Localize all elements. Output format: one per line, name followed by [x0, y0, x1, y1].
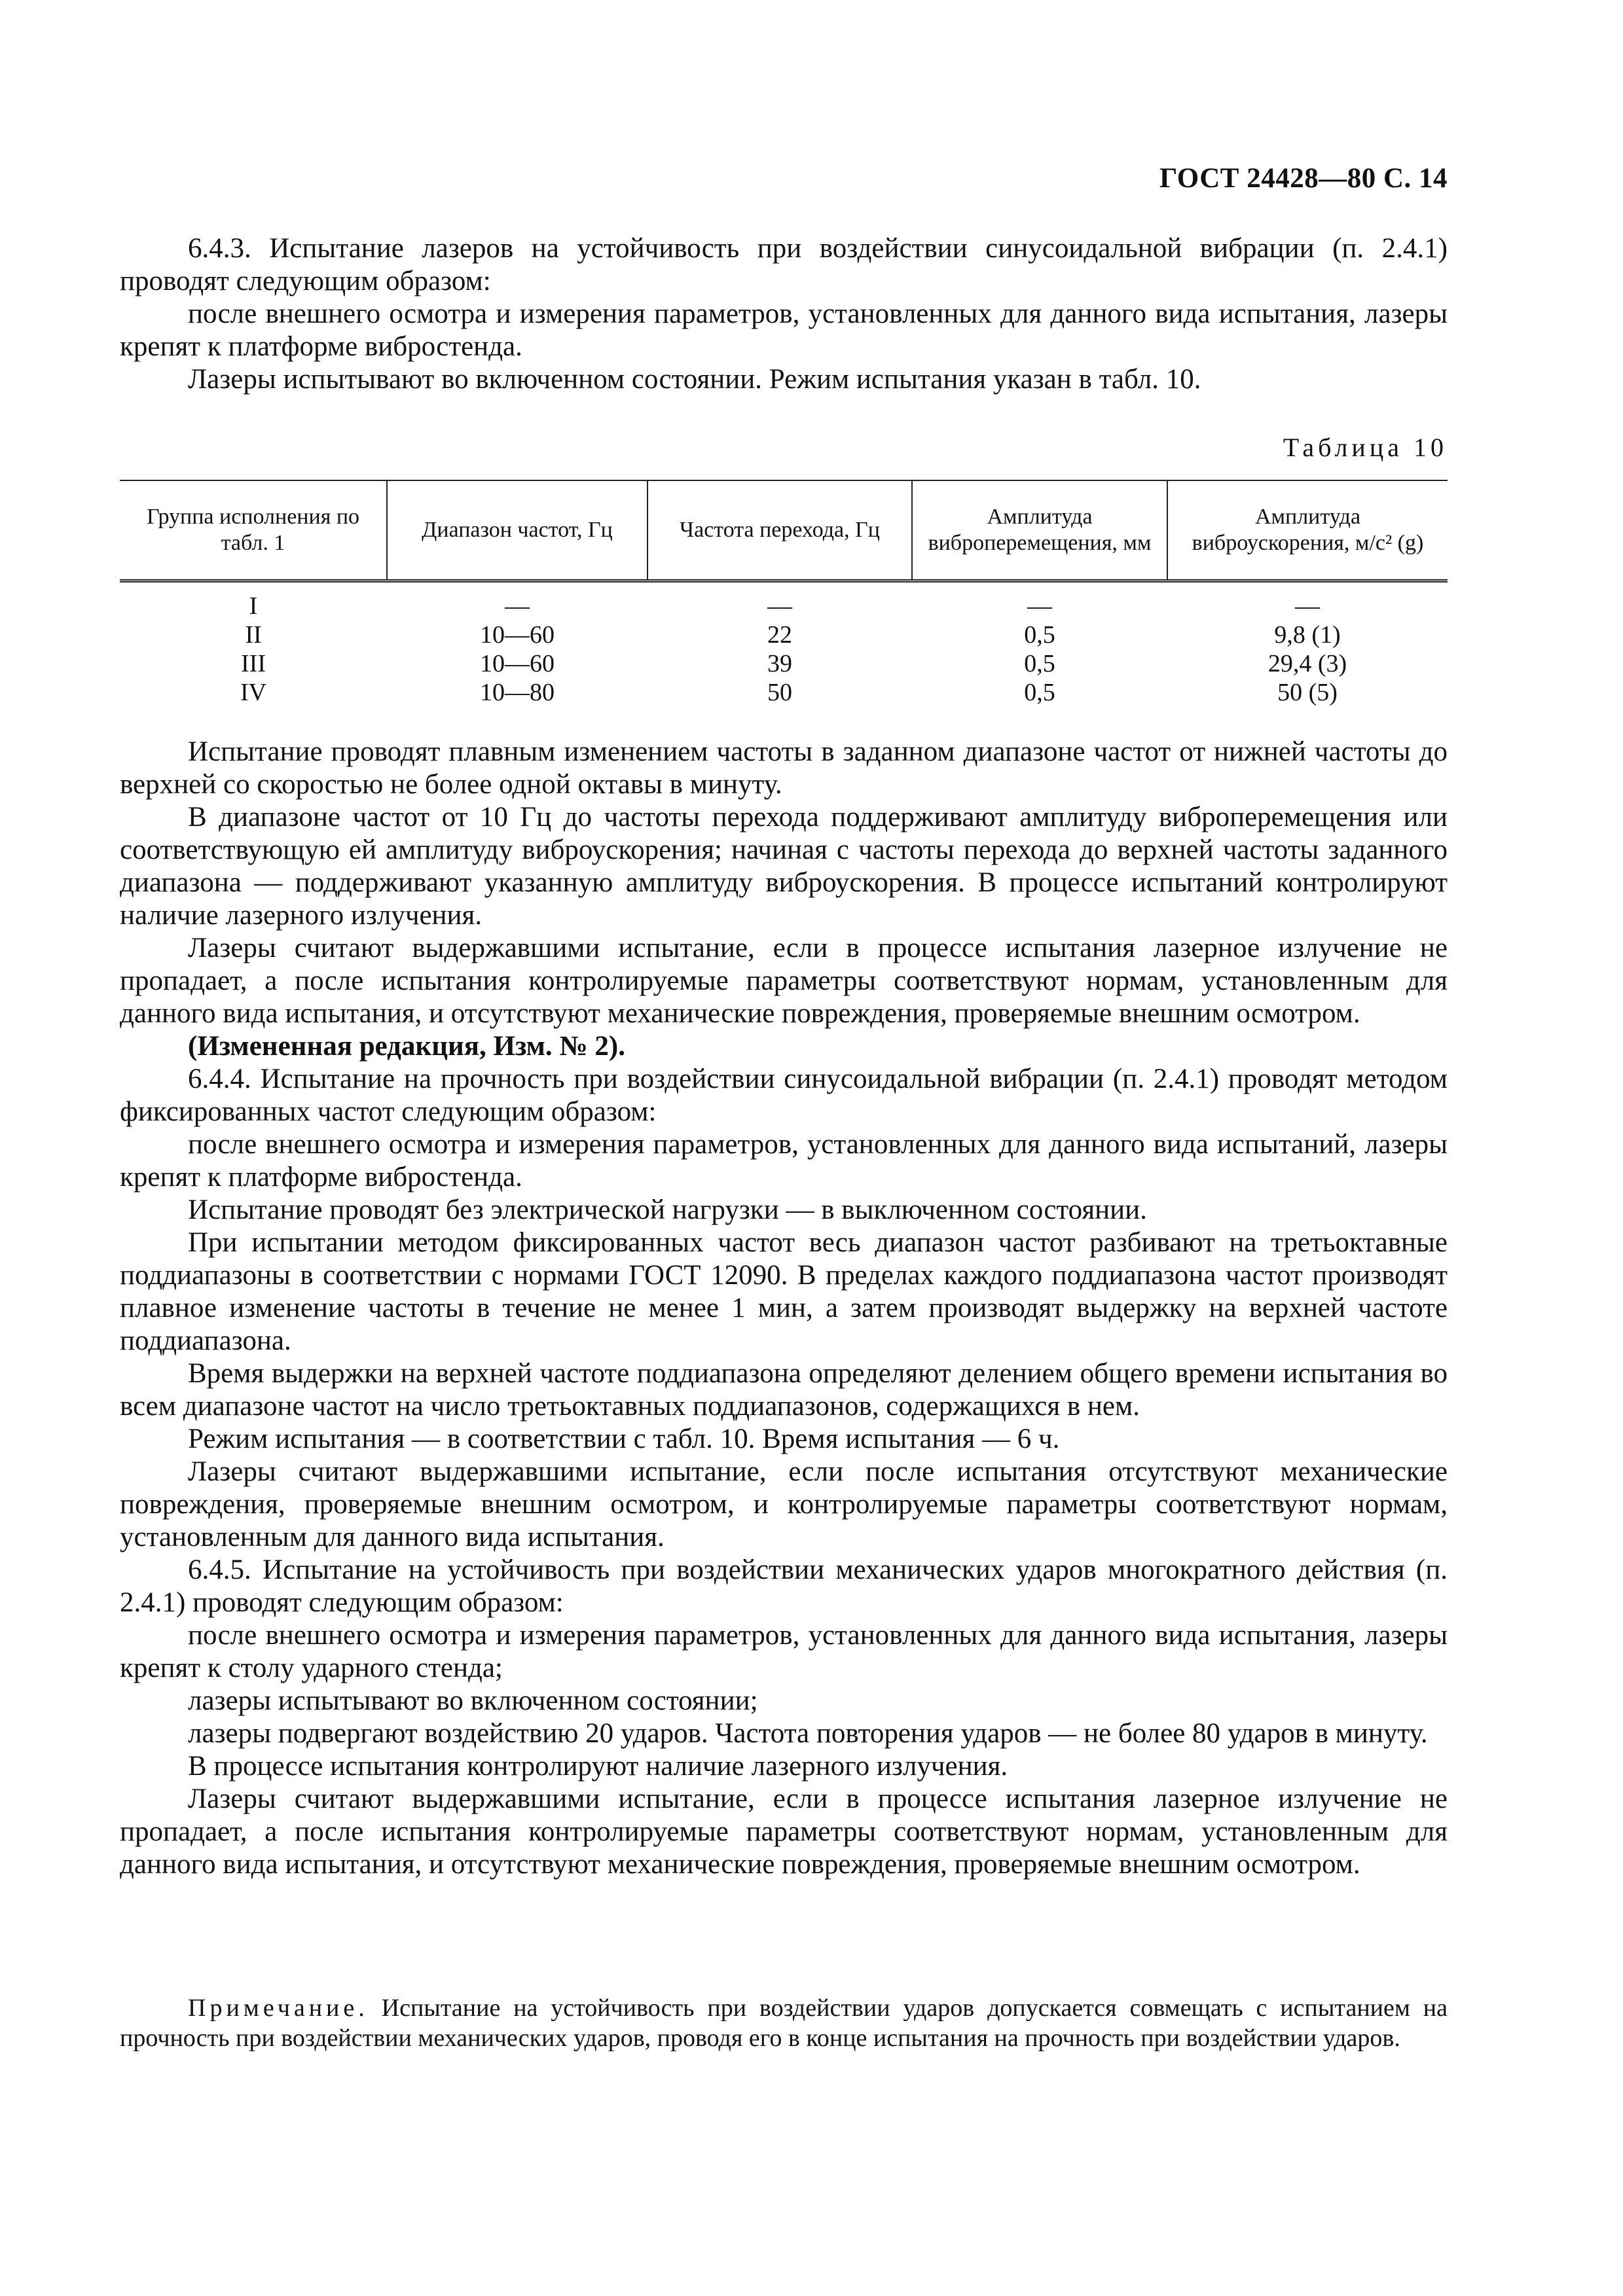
table-row [120, 678, 1448, 707]
table-cell: — [1027, 592, 1052, 620]
paragraph: В диапазоне частот от 10 Гц до частоты перехода поддерживают амплитуду виброперемещения или соответствующую ей амплитуду виброускорения; начиная с частоты перехода до верхней частоты заданного диапазона — поддерживают указанную амплитуду виброускорения. В процессе испытаний контролируют наличие лазерного излучения. [120, 802, 1448, 931]
table-cell: — [1295, 592, 1320, 620]
table-10 [120, 480, 1448, 707]
note-label: Примечание. [188, 1994, 369, 2022]
paragraph: 6.4.4. Испытание на прочность при воздействии синусоидальной вибрации (п. 2.4.1) проводят методом фиксированных частот следующим образом: [120, 1064, 1448, 1127]
table-caption: Таблица 10 [1283, 433, 1448, 462]
column-header: Амплитуда виброперемещения, мм [912, 480, 1167, 581]
table-cell: 0,5 [1024, 679, 1055, 706]
paragraph: Режим испытания — в соответствии с табл. 10. Время испытания — 6 ч. [188, 1424, 1060, 1454]
paragraph: Испытание проводят без электрической нагрузки — в выключенном состоянии. [188, 1194, 1147, 1225]
table-cell: IV [240, 679, 267, 706]
paragraph: При испытании методом фиксированных частот весь диапазон частот разбивают на третьоктавные поддиапазоны в соответствии с нормами ГОСТ 12090. В пределах каждого поддиапазона частот производят плавное изменение частоты в течение не менее 1 мин, а затем производят выдержку на верхней частоте поддиапазона. [120, 1227, 1448, 1356]
table-cell: 10—60 [480, 650, 555, 677]
section-6-4-3 [120, 232, 1448, 396]
main-text [120, 736, 1448, 1881]
table-row [120, 581, 1448, 621]
table-cell: 10—60 [480, 621, 555, 649]
paragraph: лазеры подвергают воздействию 20 ударов. Частота повторения ударов — не более 80 ударов в минуту. [188, 1718, 1428, 1749]
table-cell: III [241, 650, 266, 677]
paragraph: 6.4.3. Испытание лазеров на устойчивость при воздействии синусоидальной вибрации (п. 2.4.1) проводят следующим образом: [120, 233, 1448, 296]
table-cell: 50 [767, 679, 792, 706]
paragraph: после внешнего осмотра и измерения параметров, установленных для данного вида испытания, лазеры крепят к платформе вибростенда. [120, 298, 1448, 362]
note [120, 1993, 1448, 2053]
table-cell: — [767, 592, 792, 620]
table-cell: II [245, 621, 262, 649]
revision-note: (Измененная редакция, Изм. № 2). [188, 1031, 625, 1062]
column-header: Группа исполнения по табл. 1 [120, 480, 387, 581]
table-header-row [120, 480, 1448, 581]
paragraph: Испытание проводят плавным изменением частоты в заданном диапазоне частот от нижней частоты до верхней со скоростью не более одной октавы в минуту. [120, 736, 1448, 800]
table-cell: I [249, 592, 258, 620]
column-header: Амплитуда виброускорения, м/с² (g) [1167, 480, 1448, 581]
table-cell: 9,8 (1) [1274, 621, 1341, 649]
table-row [120, 620, 1448, 649]
table-cell: 50 (5) [1277, 679, 1338, 706]
table-cell: 22 [767, 621, 792, 649]
paragraph: после внешнего осмотра и измерения параметров, установленных для данного вида испытания, лазеры крепят к столу ударного стенда; [120, 1620, 1448, 1683]
paragraph: В процессе испытания контролируют наличие лазерного излучения. [188, 1751, 1008, 1782]
table-cell: 0,5 [1024, 621, 1055, 649]
paragraph: Лазеры испытывают во включенном состоянии. Режим испытания указан в табл. 10. [188, 364, 1201, 395]
table-row [120, 649, 1448, 678]
table-cell: 10—80 [480, 679, 555, 706]
paragraph: Лазеры считают выдержавшими испытание, если в процессе испытания лазерное излучение не пропадает, а после испытания контролируемые параметры соответствуют нормам, установленным для данного вида испытания, и отсутствуют механические повреждения, проверяемые внешним осмотром. [120, 1784, 1448, 1880]
paragraph: Время выдержки на верхней частоте поддиапазона определяют делением общего времени испытания во всем диапазоне частот на число третьоктавных поддиапазонов, содержащихся в нем. [120, 1358, 1448, 1422]
page-header: ГОСТ 24428—80 С. 14 [1159, 163, 1448, 194]
note-text: Испытание на устойчивость при воздействии ударов допускается совмещать с испытанием на прочность при воздействии механических ударов, проводя его в конце испытания на прочность при воздействии ударов. [120, 1994, 1448, 2052]
paragraph: Лазеры считают выдержавшими испытание, если в процессе испытания лазерное излучение не пропадает, а после испытания контролируемые параметры соответствуют нормам, установленным для данного вида испытания, и отсутствуют механические повреждения, проверяемые внешним осмотром. [120, 933, 1448, 1029]
paragraph: Лазеры считают выдержавшими испытание, если после испытания отсутствуют механические повреждения, проверяемые внешним осмотром, и контролируемые параметры соответствуют нормам, установленным для данного вида испытания. [120, 1456, 1448, 1552]
table-cell: 29,4 (3) [1267, 650, 1347, 677]
column-header: Диапазон частот, Гц [387, 480, 647, 581]
paragraph: 6.4.5. Испытание на устойчивость при воздействии механических ударов многократного действия (п. 2.4.1) проводят следующим образом: [120, 1554, 1448, 1618]
table-cell: 39 [767, 650, 792, 677]
table-cell: 0,5 [1024, 650, 1055, 677]
paragraph: после внешнего осмотра и измерения параметров, установленных для данного вида испытаний, лазеры крепят к платформе вибростенда. [120, 1129, 1448, 1193]
table-cell: — [505, 592, 530, 620]
paragraph: лазеры испытывают во включенном состоянии; [188, 1685, 758, 1716]
column-header: Частота перехода, Гц [647, 480, 912, 581]
